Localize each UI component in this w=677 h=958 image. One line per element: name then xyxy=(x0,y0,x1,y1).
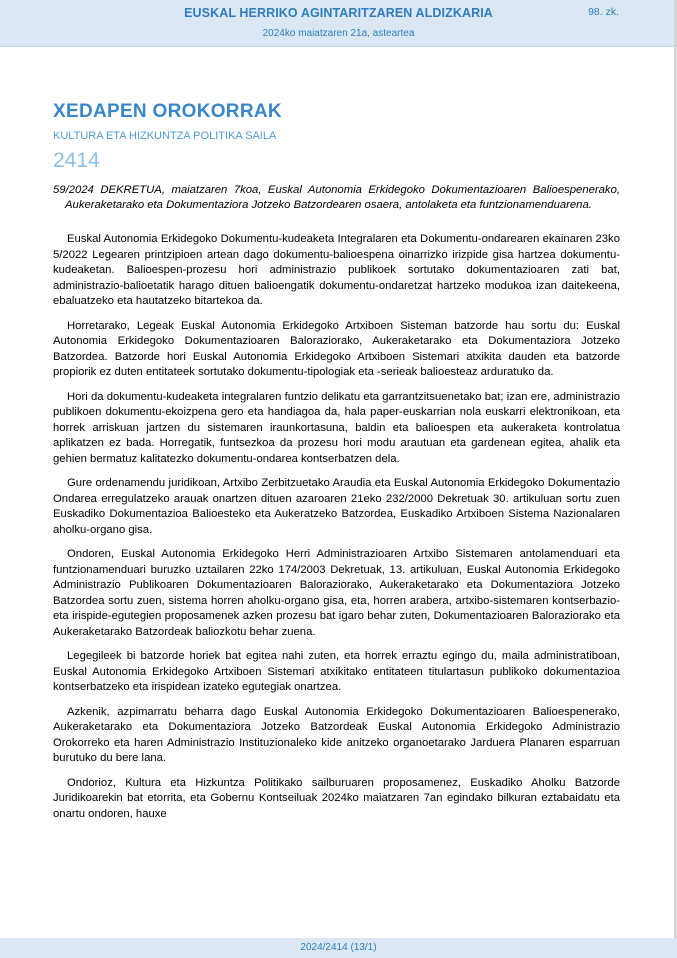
issue-number: 98. zk. xyxy=(588,6,619,18)
paragraph: Hori da dokumentu-kudeaketa integralaren funtzio delikatu eta garrantzitsuenetako bat; izan ere, administrazio publikoen dokumentu-ekoizpena gero eta handiagoa da, hala paper-euskarrian nola euskarri elektronikoan, eta horrek arriskuan jartzen du sistemaren iraunkortasuna, baldin eta balioespen eta aukeraketa kontrolatua aplikatzen ez bada. Horregatik, funtsezkoa da prozesu hori modu arautuan eta gardenean egitea, ahalik eta gehien bermatuz kalitatezko dokumentu-ondarea kontserbatzen dela. xyxy=(53,390,620,465)
paragraph: Ondorioz, Kultura eta Hizkuntza Politikako sailburuaren proposamenez, Euskadiko Aholku Batzorde Juridikoarekin bat etorrita, eta Gobernu Kontseiluak 2024ko maiatzaren 7an egindako bilkuran eztabaidatu eta onartu ondoren, hauxe xyxy=(53,776,620,820)
paragraph: Gure ordenamendu juridikoan, Artxibo Zerbitzuetako Araudia eta Euskal Autonomia Erkidegoko Dokumentazio Ondarea erregulatzeko arauak onartzen dituen azaroaren 21eko 232/2000 Dekretuak 30. artikuluan sortu zuen Euskadiko Dokumentazioa Balioesteko eta Aukeratzeko Batzordea, Euskadiko Artxiboen Sistema Nazionalaren aholku-organo gisa. xyxy=(53,477,620,536)
publication-date: 2024ko maiatzaren 21a, asteartea xyxy=(262,28,415,39)
body-text xyxy=(53,232,620,822)
section-title: XEDAPEN OROKORRAK xyxy=(53,101,282,122)
paragraph: Ondoren, Euskal Autonomia Erkidegoko Herri Administrazioaren Artxibo Sistemaren antolamenduari eta funtzionamenduari buruzko uztailaren 22ko 174/2003 Dekretuak, 13. artikuluan, Euskal Autonomia Erkidegoko Administrazio Publikoaren Dokumentazioaren Baloraziorako, Aukeraketarako eta Dokumentaziora Jotzeko Batzordea sortu zuen, sistema horren aholku-organo gisa, eta, horren arabera, artxibo-sistemaren kontserbazio- eta irispide-egutegien proposamenek azken prozesu bat igaro behar zuten, Dokumentazioaren Baloraziorako eta Aukeraketarako Batzordeak baliozkotu behar zuena. xyxy=(53,548,620,638)
journal-header xyxy=(0,0,677,47)
decree-title: 59/2024 DEKRETUA, maiatzaren 7koa, Euskal Autonomia Erkidegoko Dokumentazioaren Balioespenerako, Aukeraketarako eta Dokumentaziora Jotzeko Batzordearen osaera, antolaketa eta funtzionamenduarena. xyxy=(53,184,620,211)
paragraph: Azkenik, azpimarratu beharra dago Euskal Autonomia Erkidegoko Dokumentazioaren Balioespenerako, Aukeraketarako eta Dokumentaziora Jotzeko Batzordeak Euskal Autonomia Erkidegoko Administrazio Orokorreko eta haren Administrazio Instituzionaleko kide anitzeko organoetarako Jarduera Planaren esparruan burutuko du bere lana. xyxy=(53,705,620,764)
page-footer xyxy=(0,938,677,958)
paragraph: Euskal Autonomia Erkidegoko Dokumentu-kudeaketa Integralaren eta Dokumentu-ondarearen ekainaren 23ko 5/2022 Legearen printzipioen artean dago dokumentu-balioespena oinarrizko irizpide gisa hartzea dokumentu-kudeaketan. Balioespen-prozesu hori administrazio publikoek sortutako dokumentazioaren zati bat, administrazio-balioetatik harago dituen balioengatik dokumentu-ondaretzat hartzeko modukoa izan daitekeena, ebaluatzeko eta hautatzeko bitartekoa da. xyxy=(53,233,620,307)
journal-title: EUSKAL HERRIKO AGINTARITZAREN ALDIZKARIA xyxy=(184,6,493,20)
page-reference: 2024/2414 (13/1) xyxy=(300,942,377,953)
document-body xyxy=(53,100,620,831)
paragraph: Horretarako, Legeak Euskal Autonomia Erkidegoko Artxiboen Sisteman batzorde hau sortu du: Euskal Autonomia Erkidegoko Dokumentazioaren Baloraziorako, Aukeraketarako eta Dokumentaziora Jotzeko Batzordea. Batzorde hori Euskal Autonomia Erkidegoko Artxiboen Sistemari atxikita dauden eta batzorde propiorik ez duten entitateek sortutako dokumentu-tipologiak eta -serieak balioesteaz arduratuko da. xyxy=(53,319,620,378)
paragraph: Legegileek bi batzorde horiek bat egitea nahi zuten, eta horrek erraztu egingo du, maila administratiboan, Euskal Autonomia Erkidegoko Artxiboen Sistemari atxikitako entitateen titulartasun publikoko dokumentazioa kontserbatzeko eta irispidean izateko egutegiak onartzea. xyxy=(53,650,620,693)
document-number: 2414 xyxy=(53,149,100,172)
department-name: KULTURA ETA HIZKUNTZA POLITIKA SAILA xyxy=(53,130,277,142)
